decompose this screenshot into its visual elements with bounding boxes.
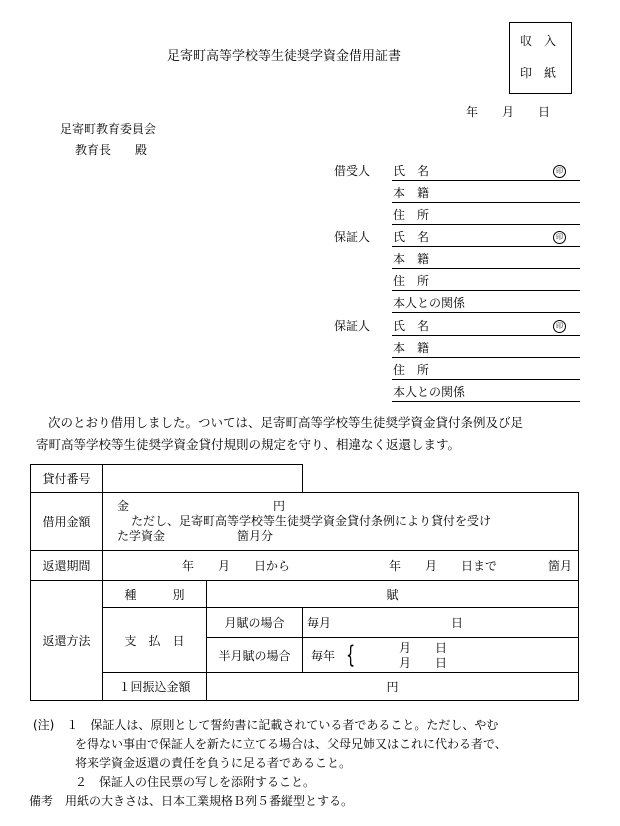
guarantor2-name-underline bbox=[392, 335, 580, 336]
semimonthly-date2: 月 日 bbox=[399, 656, 448, 670]
monthly-case-value[interactable]: 毎月 日 bbox=[303, 608, 579, 638]
repay-installment-label: 賦 bbox=[207, 581, 579, 608]
repay-period-row bbox=[31, 551, 579, 581]
borrower-address-label: 住 所 bbox=[393, 208, 430, 222]
guarantor1-name-underline bbox=[392, 246, 580, 247]
repay-period-months: 箇月 bbox=[548, 559, 573, 573]
borrower-address-underline bbox=[392, 224, 580, 225]
semimonthly-date1: 月 日 bbox=[399, 641, 448, 655]
guarantor1-relation-underline bbox=[392, 312, 580, 313]
guarantor2-address-underline bbox=[392, 379, 580, 380]
borrower-label: 借受人 bbox=[334, 164, 371, 178]
guarantor2-domicile-label: 本 籍 bbox=[393, 341, 430, 355]
guarantor2-relation-underline bbox=[392, 401, 580, 402]
stamp-label-line2: 印 紙 bbox=[520, 66, 557, 80]
remark-line: 備考 用紙の大きさは、日本工業規格Ｂ列５番縦型とする。 bbox=[29, 794, 354, 808]
semimonthly-case-cell[interactable] bbox=[303, 638, 579, 673]
borrower-domicile-label: 本 籍 bbox=[393, 186, 430, 200]
guarantor2-address-label: 住 所 bbox=[393, 363, 430, 377]
single-amount-label: １回振込金額 bbox=[103, 673, 207, 701]
loan-amount-row bbox=[31, 493, 579, 551]
loan-number-row bbox=[31, 465, 579, 493]
loan-number-label: 貸付番号 bbox=[31, 465, 103, 493]
loan-details-table bbox=[30, 464, 579, 701]
guarantor1-address-underline bbox=[392, 290, 580, 291]
repay-type-row bbox=[31, 581, 579, 608]
loan-amount-line: 金 円 bbox=[117, 499, 286, 513]
loan-number-blank bbox=[303, 465, 579, 493]
single-amount-value[interactable]: 円 bbox=[207, 673, 579, 701]
monthly-case-label: 月賦の場合 bbox=[207, 608, 303, 638]
note-1-line1: (注) １ 保証人は、原則として誓約書に記載されている者であること。ただし、やむ bbox=[33, 718, 499, 732]
addressee-person: 教育長 殿 bbox=[75, 143, 148, 157]
guarantor1-seal-icon: 印 bbox=[553, 231, 566, 244]
repay-type-label: 種 別 bbox=[103, 581, 207, 608]
loan-amount-cell[interactable] bbox=[103, 493, 579, 551]
guarantor2-name-label: 氏 名 bbox=[393, 319, 430, 333]
loan-amount-label: 借用金額 bbox=[31, 493, 103, 551]
note-1-line3: 将来学資金返還の責任を負うに足る者であること。 bbox=[75, 756, 352, 770]
stamp-label-line1: 収 入 bbox=[520, 34, 557, 48]
repay-period-label: 返還期間 bbox=[31, 551, 103, 581]
body-paragraph bbox=[36, 412, 596, 456]
borrower-seal-icon: 印 bbox=[553, 165, 566, 178]
loan-proviso-line1: ただし、足寄町高等学校等生徒奨学資金貸付条例により貸付を受け bbox=[131, 514, 492, 528]
repay-period-from: 年 月 日から bbox=[182, 559, 291, 573]
guarantor2-label: 保証人 bbox=[334, 319, 371, 333]
note-2: ２ 保証人の住民票の写しを添附すること。 bbox=[75, 775, 316, 789]
body-text-line1: 次のとおり借用しました。ついては、足寄町高等学校等生徒奨学資金貸付条例及び足 bbox=[48, 415, 524, 430]
notes-section bbox=[29, 716, 603, 811]
borrower-name-label: 氏 名 bbox=[393, 164, 430, 178]
brace-icon: { bbox=[346, 641, 356, 669]
payment-monthly-row bbox=[31, 608, 579, 638]
borrower-domicile-underline bbox=[392, 202, 580, 203]
addressee-org: 足寄町教育委員会 bbox=[60, 122, 157, 136]
payment-day-label: 支 払 日 bbox=[103, 608, 207, 673]
semimonthly-prefix: 毎年 bbox=[311, 649, 336, 663]
revenue-stamp-box bbox=[509, 22, 572, 94]
note-1-line2: を得ない事由で保証人を新たに立てる場合は、父母兄姉又はこれに代わる者で、 bbox=[75, 737, 507, 751]
single-amount-row bbox=[31, 673, 579, 701]
loan-proviso-line2: た学資金 箇月分 bbox=[117, 529, 274, 543]
guarantor1-relation-label: 本人との関係 bbox=[393, 296, 466, 310]
guarantor2-seal-icon: 印 bbox=[553, 320, 566, 333]
date-line: 年 月 日 bbox=[466, 105, 551, 119]
repay-period-to: 年 月 日まで bbox=[389, 559, 498, 573]
document-title: 足寄町高等学校等生徒奨学資金借用証書 bbox=[167, 49, 402, 64]
body-text-line2: 寄町高等学校等生徒奨学資金貸付規則の規定を守り、相違なく返還します。 bbox=[36, 437, 461, 452]
semimonthly-case-label: 半月賦の場合 bbox=[207, 638, 303, 673]
guarantor1-address-label: 住 所 bbox=[393, 274, 430, 288]
guarantor1-name-label: 氏 名 bbox=[393, 230, 430, 244]
repay-period-cell[interactable] bbox=[103, 551, 579, 581]
guarantor2-relation-label: 本人との関係 bbox=[393, 385, 466, 399]
guarantor2-domicile-underline bbox=[392, 357, 580, 358]
guarantor1-label: 保証人 bbox=[334, 230, 371, 244]
repay-method-label: 返還方法 bbox=[31, 581, 103, 701]
guarantor1-domicile-underline bbox=[392, 268, 580, 269]
guarantor1-domicile-label: 本 籍 bbox=[393, 252, 430, 266]
loan-number-value[interactable] bbox=[103, 465, 303, 493]
borrower-name-underline bbox=[392, 180, 580, 181]
